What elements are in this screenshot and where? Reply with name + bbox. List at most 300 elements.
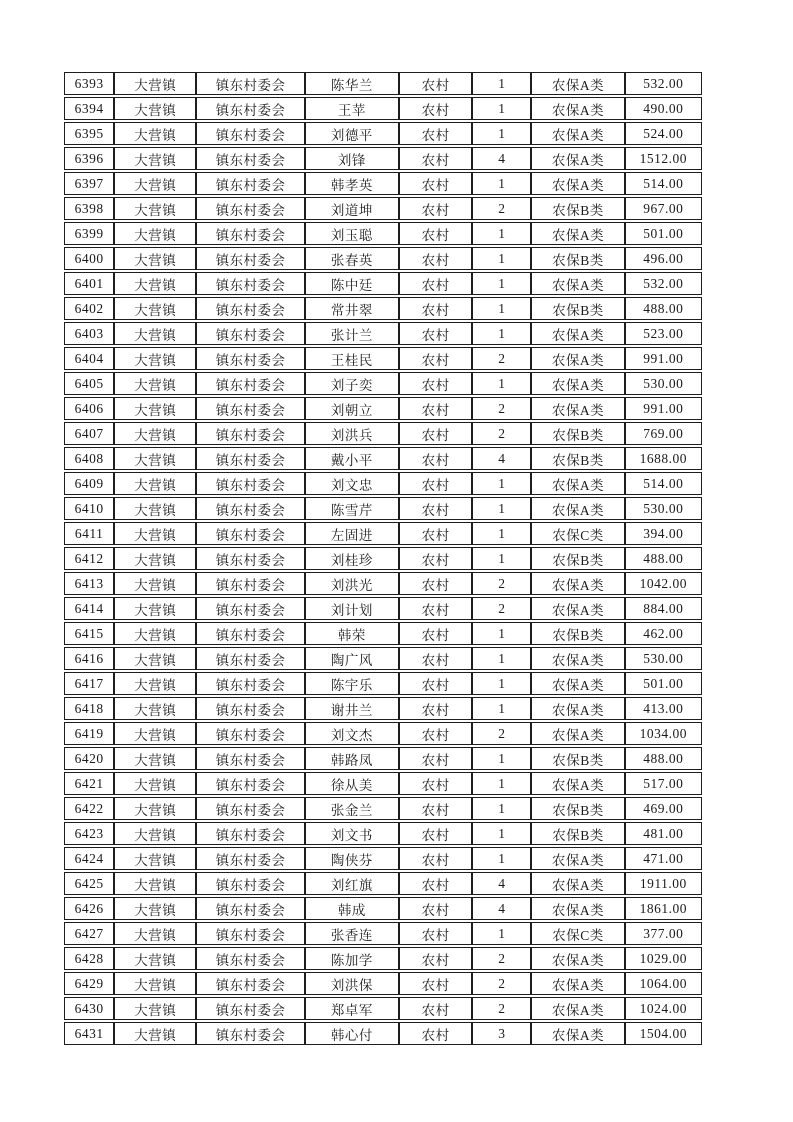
- cell-village-committee: 镇东村委会: [196, 447, 304, 470]
- cell-amount: 1029.00: [625, 947, 702, 970]
- cell-village-committee: 镇东村委会: [196, 297, 304, 320]
- cell-person-name: 陈雪芹: [305, 497, 399, 520]
- cell-village-committee: 镇东村委会: [196, 72, 304, 95]
- cell-serial-number: 6416: [64, 647, 114, 670]
- table-row: [64, 597, 702, 620]
- cell-village-committee: 镇东村委会: [196, 472, 304, 495]
- cell-township: 大营镇: [114, 797, 196, 820]
- cell-person-name: 陶侠芬: [305, 847, 399, 870]
- cell-amount: 490.00: [625, 97, 702, 120]
- cell-village-committee: 镇东村委会: [196, 572, 304, 595]
- cell-amount: 1512.00: [625, 147, 702, 170]
- cell-insurance-category: 农保A类: [531, 372, 624, 395]
- cell-serial-number: 6421: [64, 772, 114, 795]
- cell-person-name: 左固进: [305, 522, 399, 545]
- cell-insurance-category: 农保A类: [531, 872, 624, 895]
- cell-amount: 530.00: [625, 647, 702, 670]
- cell-amount: 413.00: [625, 697, 702, 720]
- cell-insurance-category: 农保A类: [531, 997, 624, 1020]
- cell-village-committee: 镇东村委会: [196, 897, 304, 920]
- cell-person-count: 2: [472, 197, 531, 220]
- cell-serial-number: 6427: [64, 922, 114, 945]
- cell-residence-type: 农村: [399, 247, 472, 270]
- cell-insurance-category: 农保A类: [531, 97, 624, 120]
- cell-serial-number: 6420: [64, 747, 114, 770]
- cell-person-count: 2: [472, 722, 531, 745]
- cell-person-name: 韩路凤: [305, 747, 399, 770]
- cell-village-committee: 镇东村委会: [196, 397, 304, 420]
- cell-person-count: 4: [472, 897, 531, 920]
- cell-insurance-category: 农保B类: [531, 547, 624, 570]
- cell-insurance-category: 农保B类: [531, 422, 624, 445]
- cell-amount: 1024.00: [625, 997, 702, 1020]
- cell-residence-type: 农村: [399, 372, 472, 395]
- cell-serial-number: 6404: [64, 347, 114, 370]
- table-row: [64, 697, 702, 720]
- cell-village-committee: 镇东村委会: [196, 672, 304, 695]
- table-row: [64, 847, 702, 870]
- cell-amount: 501.00: [625, 222, 702, 245]
- cell-person-name: 刘洪保: [305, 972, 399, 995]
- cell-insurance-category: 农保A类: [531, 147, 624, 170]
- table-row: [64, 922, 702, 945]
- cell-person-name: 张金兰: [305, 797, 399, 820]
- cell-insurance-category: 农保B类: [531, 297, 624, 320]
- cell-village-committee: 镇东村委会: [196, 122, 304, 145]
- cell-insurance-category: 农保A类: [531, 672, 624, 695]
- cell-residence-type: 农村: [399, 147, 472, 170]
- cell-residence-type: 农村: [399, 722, 472, 745]
- cell-amount: 884.00: [625, 597, 702, 620]
- cell-village-committee: 镇东村委会: [196, 922, 304, 945]
- records-tbody: [64, 72, 702, 1045]
- cell-person-count: 1: [472, 922, 531, 945]
- cell-township: 大营镇: [114, 347, 196, 370]
- cell-residence-type: 农村: [399, 447, 472, 470]
- cell-person-name: 韩成: [305, 897, 399, 920]
- cell-person-count: 2: [472, 997, 531, 1020]
- cell-township: 大营镇: [114, 472, 196, 495]
- table-row: [64, 947, 702, 970]
- cell-insurance-category: 农保A类: [531, 497, 624, 520]
- cell-village-committee: 镇东村委会: [196, 147, 304, 170]
- table-row: [64, 872, 702, 895]
- cell-person-count: 1: [472, 247, 531, 270]
- table-row: [64, 297, 702, 320]
- cell-township: 大营镇: [114, 622, 196, 645]
- cell-residence-type: 农村: [399, 322, 472, 345]
- cell-village-committee: 镇东村委会: [196, 222, 304, 245]
- cell-person-name: 刘文忠: [305, 472, 399, 495]
- cell-person-name: 刘洪光: [305, 572, 399, 595]
- cell-amount: 991.00: [625, 397, 702, 420]
- cell-township: 大营镇: [114, 297, 196, 320]
- cell-residence-type: 农村: [399, 847, 472, 870]
- cell-amount: 1064.00: [625, 972, 702, 995]
- cell-serial-number: 6398: [64, 197, 114, 220]
- cell-amount: 1911.00: [625, 872, 702, 895]
- cell-serial-number: 6426: [64, 897, 114, 920]
- cell-insurance-category: 农保A类: [531, 772, 624, 795]
- table-row: [64, 322, 702, 345]
- cell-amount: 514.00: [625, 172, 702, 195]
- cell-amount: 469.00: [625, 797, 702, 820]
- cell-village-committee: 镇东村委会: [196, 1022, 304, 1045]
- cell-residence-type: 农村: [399, 72, 472, 95]
- table-row: [64, 197, 702, 220]
- records-table: [64, 70, 702, 1047]
- cell-insurance-category: 农保A类: [531, 897, 624, 920]
- cell-residence-type: 农村: [399, 922, 472, 945]
- cell-serial-number: 6399: [64, 222, 114, 245]
- cell-serial-number: 6395: [64, 122, 114, 145]
- cell-serial-number: 6405: [64, 372, 114, 395]
- cell-residence-type: 农村: [399, 122, 472, 145]
- cell-residence-type: 农村: [399, 572, 472, 595]
- cell-serial-number: 6400: [64, 247, 114, 270]
- cell-insurance-category: 农保A类: [531, 697, 624, 720]
- cell-amount: 1034.00: [625, 722, 702, 745]
- table-row: [64, 797, 702, 820]
- table-row: [64, 172, 702, 195]
- cell-township: 大营镇: [114, 522, 196, 545]
- cell-village-committee: 镇东村委会: [196, 97, 304, 120]
- cell-township: 大营镇: [114, 222, 196, 245]
- cell-insurance-category: 农保A类: [531, 972, 624, 995]
- cell-residence-type: 农村: [399, 697, 472, 720]
- cell-person-count: 1: [472, 797, 531, 820]
- cell-person-name: 韩心付: [305, 1022, 399, 1045]
- cell-residence-type: 农村: [399, 97, 472, 120]
- cell-person-count: 1: [472, 547, 531, 570]
- cell-person-count: 1: [472, 672, 531, 695]
- cell-village-committee: 镇东村委会: [196, 822, 304, 845]
- cell-township: 大营镇: [114, 322, 196, 345]
- cell-village-committee: 镇东村委会: [196, 647, 304, 670]
- cell-person-count: 1: [472, 472, 531, 495]
- table-row: [64, 147, 702, 170]
- cell-residence-type: 农村: [399, 822, 472, 845]
- cell-village-committee: 镇东村委会: [196, 372, 304, 395]
- cell-township: 大营镇: [114, 747, 196, 770]
- cell-serial-number: 6406: [64, 397, 114, 420]
- table-row: [64, 672, 702, 695]
- cell-insurance-category: 农保A类: [531, 597, 624, 620]
- cell-amount: 514.00: [625, 472, 702, 495]
- cell-person-count: 2: [472, 572, 531, 595]
- cell-township: 大营镇: [114, 122, 196, 145]
- cell-residence-type: 农村: [399, 647, 472, 670]
- cell-insurance-category: 农保C类: [531, 522, 624, 545]
- cell-township: 大营镇: [114, 697, 196, 720]
- cell-person-name: 韩孝英: [305, 172, 399, 195]
- cell-person-count: 1: [472, 372, 531, 395]
- cell-township: 大营镇: [114, 422, 196, 445]
- cell-township: 大营镇: [114, 272, 196, 295]
- cell-amount: 488.00: [625, 297, 702, 320]
- cell-township: 大营镇: [114, 172, 196, 195]
- cell-village-committee: 镇东村委会: [196, 997, 304, 1020]
- cell-insurance-category: 农保B类: [531, 747, 624, 770]
- cell-serial-number: 6401: [64, 272, 114, 295]
- cell-township: 大营镇: [114, 822, 196, 845]
- cell-residence-type: 农村: [399, 197, 472, 220]
- cell-person-name: 刘桂珍: [305, 547, 399, 570]
- cell-village-committee: 镇东村委会: [196, 772, 304, 795]
- cell-township: 大营镇: [114, 1022, 196, 1045]
- cell-residence-type: 农村: [399, 797, 472, 820]
- cell-insurance-category: 农保B类: [531, 797, 624, 820]
- cell-person-name: 刘红旗: [305, 872, 399, 895]
- cell-amount: 967.00: [625, 197, 702, 220]
- cell-insurance-category: 农保B类: [531, 622, 624, 645]
- cell-serial-number: 6413: [64, 572, 114, 595]
- cell-township: 大营镇: [114, 647, 196, 670]
- cell-township: 大营镇: [114, 397, 196, 420]
- cell-amount: 769.00: [625, 422, 702, 445]
- table-row: [64, 122, 702, 145]
- cell-person-name: 陈华兰: [305, 72, 399, 95]
- cell-serial-number: 6410: [64, 497, 114, 520]
- cell-serial-number: 6403: [64, 322, 114, 345]
- cell-person-count: 4: [472, 447, 531, 470]
- table-row: [64, 472, 702, 495]
- cell-village-committee: 镇东村委会: [196, 972, 304, 995]
- cell-village-committee: 镇东村委会: [196, 347, 304, 370]
- cell-residence-type: 农村: [399, 547, 472, 570]
- cell-person-name: 陈加学: [305, 947, 399, 970]
- cell-township: 大营镇: [114, 547, 196, 570]
- cell-township: 大营镇: [114, 197, 196, 220]
- cell-person-count: 1: [472, 297, 531, 320]
- cell-amount: 488.00: [625, 747, 702, 770]
- cell-serial-number: 6397: [64, 172, 114, 195]
- cell-person-count: 4: [472, 147, 531, 170]
- cell-person-name: 谢井兰: [305, 697, 399, 720]
- cell-residence-type: 农村: [399, 272, 472, 295]
- cell-person-name: 陈中廷: [305, 272, 399, 295]
- cell-serial-number: 6428: [64, 947, 114, 970]
- cell-insurance-category: 农保A类: [531, 347, 624, 370]
- cell-person-name: 郑卓军: [305, 997, 399, 1020]
- cell-village-committee: 镇东村委会: [196, 747, 304, 770]
- cell-serial-number: 6411: [64, 522, 114, 545]
- table-row: [64, 747, 702, 770]
- cell-residence-type: 农村: [399, 1022, 472, 1045]
- cell-insurance-category: 农保B类: [531, 822, 624, 845]
- cell-township: 大营镇: [114, 247, 196, 270]
- table-row: [64, 547, 702, 570]
- cell-village-committee: 镇东村委会: [196, 547, 304, 570]
- cell-residence-type: 农村: [399, 897, 472, 920]
- cell-residence-type: 农村: [399, 497, 472, 520]
- cell-township: 大营镇: [114, 922, 196, 945]
- cell-person-count: 1: [472, 497, 531, 520]
- cell-residence-type: 农村: [399, 972, 472, 995]
- table-row: [64, 372, 702, 395]
- cell-serial-number: 6415: [64, 622, 114, 645]
- cell-village-committee: 镇东村委会: [196, 847, 304, 870]
- cell-person-name: 刘文杰: [305, 722, 399, 745]
- cell-serial-number: 6423: [64, 822, 114, 845]
- cell-amount: 377.00: [625, 922, 702, 945]
- cell-amount: 517.00: [625, 772, 702, 795]
- cell-person-name: 刘锋: [305, 147, 399, 170]
- cell-person-count: 2: [472, 347, 531, 370]
- cell-residence-type: 农村: [399, 672, 472, 695]
- cell-insurance-category: 农保A类: [531, 722, 624, 745]
- cell-insurance-category: 农保C类: [531, 922, 624, 945]
- cell-person-count: 1: [472, 622, 531, 645]
- cell-person-count: 1: [472, 322, 531, 345]
- cell-serial-number: 6418: [64, 697, 114, 720]
- cell-amount: 1688.00: [625, 447, 702, 470]
- cell-person-name: 刘道坤: [305, 197, 399, 220]
- cell-serial-number: 6417: [64, 672, 114, 695]
- cell-person-count: 1: [472, 697, 531, 720]
- cell-residence-type: 农村: [399, 597, 472, 620]
- cell-insurance-category: 农保A类: [531, 72, 624, 95]
- cell-person-name: 王苹: [305, 97, 399, 120]
- cell-residence-type: 农村: [399, 997, 472, 1020]
- cell-village-committee: 镇东村委会: [196, 422, 304, 445]
- cell-village-committee: 镇东村委会: [196, 622, 304, 645]
- cell-person-count: 1: [472, 72, 531, 95]
- cell-township: 大营镇: [114, 997, 196, 1020]
- cell-person-count: 1: [472, 847, 531, 870]
- table-row: [64, 347, 702, 370]
- table-row: [64, 397, 702, 420]
- cell-residence-type: 农村: [399, 522, 472, 545]
- table-row: [64, 247, 702, 270]
- cell-person-count: 1: [472, 647, 531, 670]
- cell-serial-number: 6407: [64, 422, 114, 445]
- cell-person-name: 刘德平: [305, 122, 399, 145]
- table-row: [64, 522, 702, 545]
- cell-village-committee: 镇东村委会: [196, 322, 304, 345]
- cell-amount: 496.00: [625, 247, 702, 270]
- cell-amount: 532.00: [625, 72, 702, 95]
- table-row: [64, 722, 702, 745]
- table-row: [64, 897, 702, 920]
- cell-person-count: 1: [472, 97, 531, 120]
- cell-person-count: 2: [472, 947, 531, 970]
- cell-residence-type: 农村: [399, 297, 472, 320]
- cell-township: 大营镇: [114, 847, 196, 870]
- cell-village-committee: 镇东村委会: [196, 597, 304, 620]
- cell-township: 大营镇: [114, 497, 196, 520]
- cell-insurance-category: 农保A类: [531, 122, 624, 145]
- cell-serial-number: 6424: [64, 847, 114, 870]
- cell-person-name: 张春英: [305, 247, 399, 270]
- cell-village-committee: 镇东村委会: [196, 247, 304, 270]
- table-row: [64, 822, 702, 845]
- cell-serial-number: 6431: [64, 1022, 114, 1045]
- cell-village-committee: 镇东村委会: [196, 272, 304, 295]
- cell-person-name: 刘文书: [305, 822, 399, 845]
- cell-village-committee: 镇东村委会: [196, 872, 304, 895]
- cell-amount: 394.00: [625, 522, 702, 545]
- cell-person-count: 1: [472, 747, 531, 770]
- cell-insurance-category: 农保A类: [531, 322, 624, 345]
- table-row: [64, 772, 702, 795]
- table-row: [64, 422, 702, 445]
- table-row: [64, 497, 702, 520]
- table-row: [64, 997, 702, 1020]
- cell-insurance-category: 农保A类: [531, 397, 624, 420]
- cell-person-name: 刘朝立: [305, 397, 399, 420]
- cell-person-count: 1: [472, 172, 531, 195]
- cell-village-committee: 镇东村委会: [196, 722, 304, 745]
- cell-village-committee: 镇东村委会: [196, 697, 304, 720]
- cell-township: 大营镇: [114, 772, 196, 795]
- table-row: [64, 222, 702, 245]
- cell-serial-number: 6402: [64, 297, 114, 320]
- cell-serial-number: 6396: [64, 147, 114, 170]
- table-row: [64, 272, 702, 295]
- cell-residence-type: 农村: [399, 397, 472, 420]
- cell-person-name: 韩荣: [305, 622, 399, 645]
- cell-serial-number: 6430: [64, 997, 114, 1020]
- cell-person-count: 2: [472, 972, 531, 995]
- table-row: [64, 647, 702, 670]
- cell-residence-type: 农村: [399, 747, 472, 770]
- cell-township: 大营镇: [114, 372, 196, 395]
- cell-village-committee: 镇东村委会: [196, 497, 304, 520]
- cell-person-name: 常井翠: [305, 297, 399, 320]
- cell-person-count: 1: [472, 522, 531, 545]
- cell-residence-type: 农村: [399, 172, 472, 195]
- cell-person-count: 4: [472, 872, 531, 895]
- cell-insurance-category: 农保A类: [531, 947, 624, 970]
- cell-serial-number: 6422: [64, 797, 114, 820]
- cell-serial-number: 6412: [64, 547, 114, 570]
- cell-serial-number: 6394: [64, 97, 114, 120]
- cell-residence-type: 农村: [399, 347, 472, 370]
- cell-amount: 471.00: [625, 847, 702, 870]
- cell-amount: 991.00: [625, 347, 702, 370]
- table-row: [64, 622, 702, 645]
- cell-village-committee: 镇东村委会: [196, 797, 304, 820]
- cell-township: 大营镇: [114, 447, 196, 470]
- cell-amount: 523.00: [625, 322, 702, 345]
- cell-township: 大营镇: [114, 972, 196, 995]
- cell-amount: 524.00: [625, 122, 702, 145]
- cell-village-committee: 镇东村委会: [196, 197, 304, 220]
- cell-insurance-category: 农保B类: [531, 247, 624, 270]
- cell-insurance-category: 农保A类: [531, 572, 624, 595]
- cell-serial-number: 6414: [64, 597, 114, 620]
- cell-township: 大营镇: [114, 572, 196, 595]
- cell-insurance-category: 农保A类: [531, 1022, 624, 1045]
- cell-amount: 1861.00: [625, 897, 702, 920]
- cell-amount: 501.00: [625, 672, 702, 695]
- cell-person-name: 张计兰: [305, 322, 399, 345]
- cell-person-name: 戴小平: [305, 447, 399, 470]
- cell-person-name: 刘计划: [305, 597, 399, 620]
- cell-residence-type: 农村: [399, 222, 472, 245]
- cell-township: 大营镇: [114, 97, 196, 120]
- cell-insurance-category: 农保A类: [531, 272, 624, 295]
- cell-township: 大营镇: [114, 897, 196, 920]
- table-row: [64, 972, 702, 995]
- cell-village-committee: 镇东村委会: [196, 172, 304, 195]
- cell-person-name: 刘洪兵: [305, 422, 399, 445]
- cell-township: 大营镇: [114, 947, 196, 970]
- cell-village-committee: 镇东村委会: [196, 947, 304, 970]
- cell-serial-number: 6408: [64, 447, 114, 470]
- cell-person-count: 2: [472, 422, 531, 445]
